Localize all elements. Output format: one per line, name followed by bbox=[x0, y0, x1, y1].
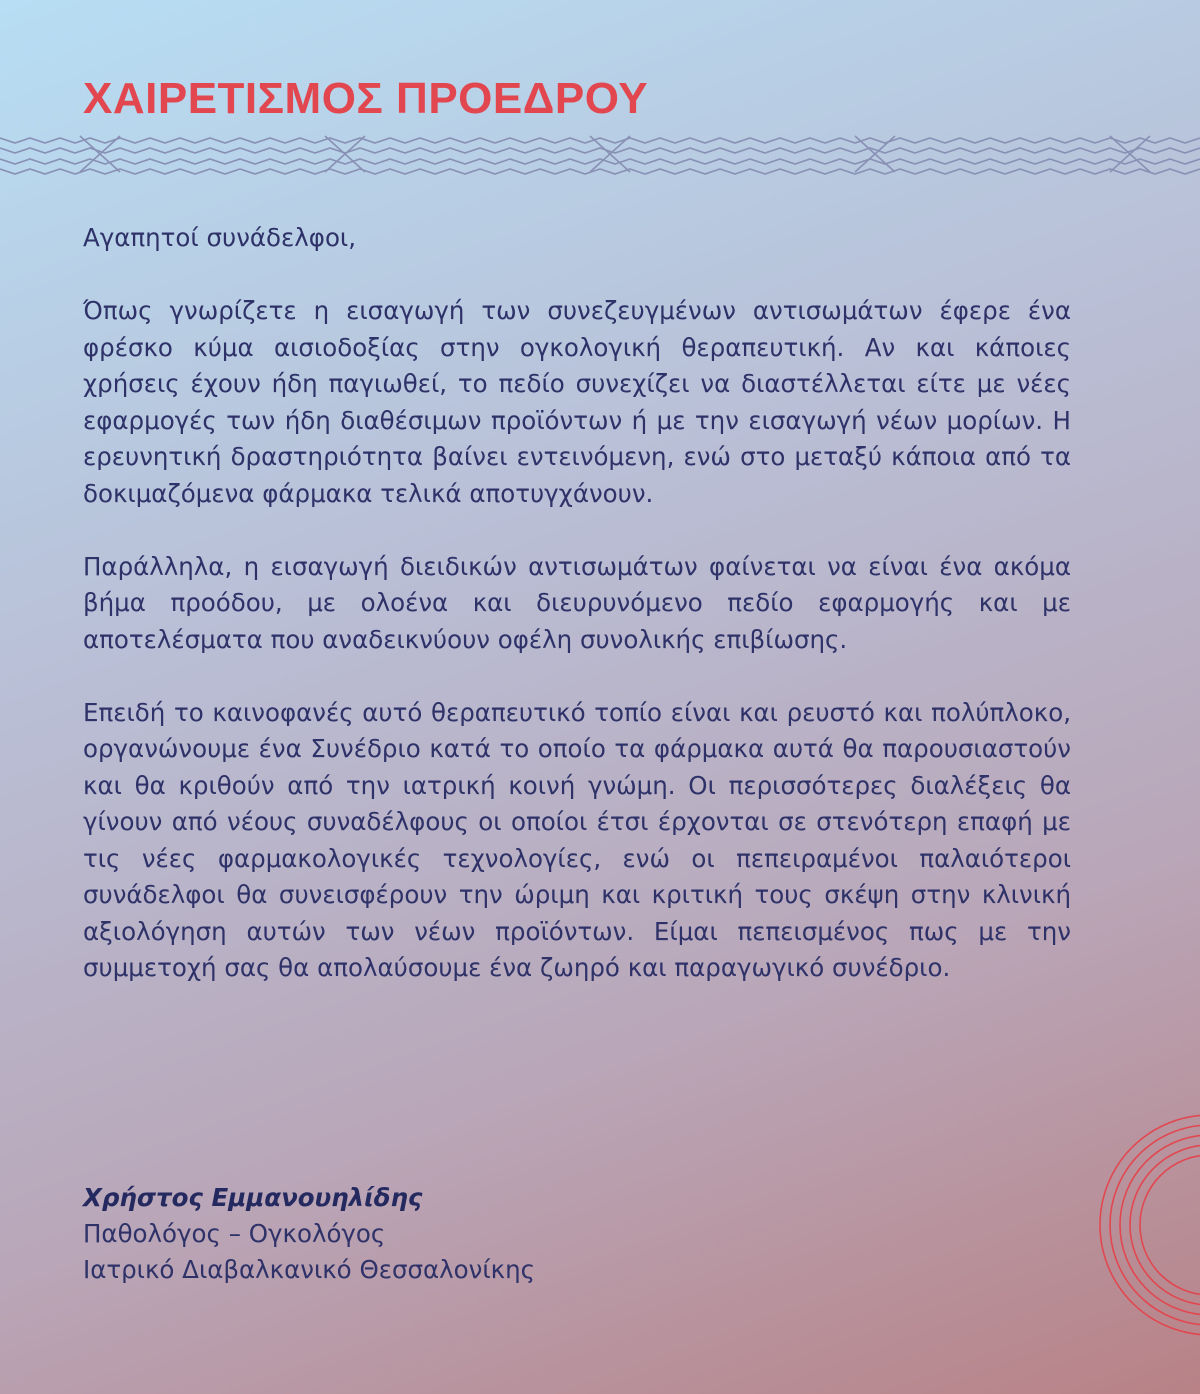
letter-greeting: Αγαπητοί συνάδελφοι, bbox=[83, 223, 357, 252]
signature-role: Παθολόγος – Ογκολόγος bbox=[83, 1219, 386, 1248]
letter-body bbox=[83, 220, 1071, 1023]
signature-name: Χρήστος Εμμανουηλίδης bbox=[83, 1183, 423, 1212]
letter-paragraph-1: Όπως γνωρίζετε η εισαγωγή των συνεζευγμένων αντισωμάτων έφερε ένα φρέσκο κύμα αισιοδοξίας στην ογκολογική θεραπευτική. Αν και κάποιες χρήσεις έχουν ήδη παγιωθεί, το πεδίο συνεχίζει να διαστέλλεται είτε με νέες εφαρμογές των ήδη διαθέσιμων προϊόντων ή με την εισαγωγή νέων μορίων. Η ερευνητική δραστηριότητα βαίνει εντεινόμενη, ενώ στο μεταξύ κάποια από τα δοκιμαζόμενα φάρμακα τελικά αποτυγχάνουν. bbox=[83, 296, 1071, 508]
signature-block bbox=[83, 1180, 535, 1288]
decorative-arcs-graphic bbox=[1070, 1110, 1200, 1340]
decorative-zigzag-pattern bbox=[0, 132, 1200, 176]
page-title: ΧΑΙΡΕΤΙΣΜΟΣ ΠΡΟΕΔΡΟΥ bbox=[83, 74, 649, 123]
signature-affiliation: Ιατρικό Διαβαλκανικό Θεσσαλονίκης bbox=[83, 1255, 535, 1284]
letter-paragraph-3: Επειδή το καινοφανές αυτό θεραπευτικό τοπίο είναι και ρευστό και πολύπλοκο, οργανώνουμε ένα Συνέδριο κατά το οποίο τα φάρμακα αυτά θα παρουσιαστούν και θα κριθούν από την ιατρική κοινή γνώμη. Οι περισσότερες διαλέξεις θα γίνουν από νέους συναδέλφους οι οποίοι έτσι έρχονται σε στενότερη επαφή με τις νέες φαρμακολογικές τεχνολογίες, ενώ οι πεπειραμένοι παλαιότεροι συνάδελφοι θα συνεισφέρουν την ώριμη και κριτική τους σκέψη στην κλινική αξιολόγηση αυτών των νέων προϊόντων. Είμαι πεπεισμένος πως με την συμμετοχή σας θα απολαύσουμε ένα ζωηρό και παραγωγικό συνέδριο. bbox=[83, 697, 1071, 982]
letter-paragraph-2: Παράλληλα, η εισαγωγή διειδικών αντισωμάτων φαίνεται να είναι ένα ακόμα βήμα προόδου, με ολοένα και διευρυνόμενο πεδίο εφαρμογής και με αποτελέσματα που αναδεικνύουν οφέλη συνολικής επιβίωσης. bbox=[83, 551, 1071, 654]
